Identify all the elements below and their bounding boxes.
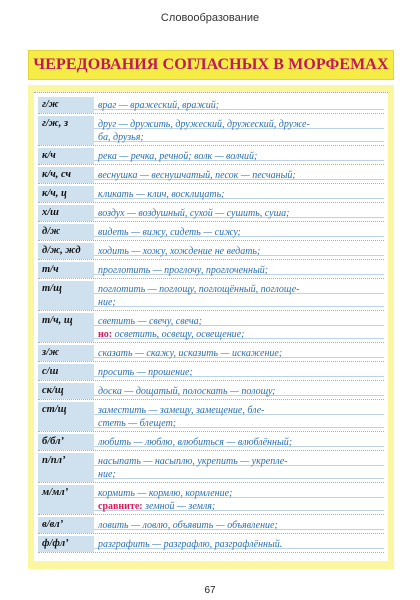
example-line: река — речка, речной; волк — волчий; — [98, 151, 258, 162]
alternation-table — [34, 92, 388, 561]
table-row — [38, 345, 384, 362]
alternation-examples — [94, 186, 384, 202]
example-line: друг — дружить, дружеский, дружеский, друже- — [98, 119, 310, 130]
alternation-table-card — [28, 85, 394, 569]
example-line: сказать — скажу, исказить — искажение; — [98, 348, 283, 359]
alternation-examples — [94, 485, 384, 514]
example-line: насыпать — насыплю, укрепить — укрепле- — [98, 456, 288, 467]
table-row — [38, 205, 384, 222]
running-head: Словообразование — [160, 12, 260, 24]
alternation-examples — [94, 434, 384, 450]
alternation-examples — [94, 262, 384, 278]
alternation-examples — [94, 345, 384, 361]
alternation-examples — [94, 97, 384, 113]
example-line-labeled — [98, 500, 382, 513]
alternation-key: т/ч — [38, 262, 94, 278]
example-line-labeled — [98, 328, 382, 341]
alternation-key: к/ч — [38, 148, 94, 164]
alternation-examples — [94, 313, 384, 342]
alternation-examples — [94, 281, 384, 310]
note-example: земной — земля; — [145, 501, 216, 512]
title-banner — [28, 50, 394, 80]
example-line: любить — люблю, влюбиться — влюблённый; — [98, 437, 293, 448]
alternation-key: п/пл’ — [38, 453, 94, 482]
alternation-examples — [94, 148, 384, 164]
note-example: осветить, освещу, освещение; — [114, 329, 245, 340]
page-number: 67 — [204, 585, 216, 596]
alternation-key: т/ч, щ — [38, 313, 94, 342]
alternation-examples — [94, 243, 384, 259]
alternation-examples — [94, 205, 384, 221]
table-row — [38, 97, 384, 114]
example-line: ловить — ловлю, объявить — объявление; — [98, 520, 278, 531]
alternation-examples — [94, 364, 384, 380]
alternation-key: м/мл’ — [38, 485, 94, 514]
example-line: просить — прошение; — [98, 367, 193, 378]
example-line: стеть — блещет; — [98, 418, 177, 429]
alternation-key: ф/фл’ — [38, 536, 94, 552]
example-line: кормить — кормлю, кормление; — [98, 488, 233, 499]
alternation-examples — [94, 383, 384, 399]
table-row — [38, 148, 384, 165]
table-row — [38, 383, 384, 400]
alternation-key: д/ж, жд — [38, 243, 94, 259]
alternation-key: т/щ — [38, 281, 94, 310]
alternation-key: г/ж, з — [38, 116, 94, 145]
alternation-key: б/бл’ — [38, 434, 94, 450]
alternation-examples — [94, 167, 384, 183]
alternation-examples — [94, 224, 384, 240]
alternation-key: г/ж — [38, 97, 94, 113]
example-line: ние; — [98, 469, 116, 480]
alternation-examples — [94, 517, 384, 533]
alternation-key: с/ш — [38, 364, 94, 380]
example-line: враг — вражеский, вражий; — [98, 100, 220, 111]
alternation-key: х/ш — [38, 205, 94, 221]
alternation-key: к/ч, ц — [38, 186, 94, 202]
example-line: веснушка — веснушчатый, песок — песчаный; — [98, 170, 296, 181]
example-line: кликать — клич, восклицать; — [98, 189, 225, 200]
example-line: светить — свечу, свеча; — [98, 316, 202, 327]
note-label: сравните: — [98, 501, 143, 512]
table-row — [38, 224, 384, 241]
example-line: ба, друзья; — [98, 132, 144, 143]
example-line: ходить — хожу, хождение не ведать; — [98, 246, 261, 257]
example-line: ние; — [98, 297, 116, 308]
table-row — [38, 281, 384, 311]
table-row — [38, 536, 384, 553]
table-row — [38, 402, 384, 432]
example-line: проглотить — проглочу, проглоченный; — [98, 265, 269, 276]
alternation-key: д/ж — [38, 224, 94, 240]
alternation-examples — [94, 116, 384, 145]
table-row — [38, 262, 384, 279]
alternation-key: к/ч, сч — [38, 167, 94, 183]
alternation-key: в/вл’ — [38, 517, 94, 533]
table-row — [38, 517, 384, 534]
alternation-key: ск/щ — [38, 383, 94, 399]
table-row — [38, 453, 384, 483]
table-row — [38, 313, 384, 343]
alternation-examples — [94, 402, 384, 431]
example-line: поглотить — поглощу, поглощённый, поглоще- — [98, 284, 300, 295]
note-label: но: — [98, 329, 113, 340]
alternation-examples — [94, 536, 384, 552]
alternation-key: з/ж — [38, 345, 94, 361]
example-line: видеть — вижу, сидеть — сижу; — [98, 227, 241, 238]
table-row — [38, 364, 384, 381]
table-row — [38, 485, 384, 515]
example-line: воздух — воздушный, сухой — сушить, суша; — [98, 208, 290, 219]
table-row — [38, 434, 384, 451]
alternation-examples — [94, 453, 384, 482]
example-line: разграфить — разграфлю, разграфлённый. — [98, 539, 283, 550]
table-row — [38, 186, 384, 203]
example-line: доска — дощатый, полоскать — полощу; — [98, 386, 276, 397]
table-row — [38, 243, 384, 260]
table-row — [38, 167, 384, 184]
example-line: заместить — замещу, замещение, бле- — [98, 405, 265, 416]
alternation-key: ст/щ — [38, 402, 94, 431]
table-row — [38, 116, 384, 146]
page-title: ЧЕРЕДОВАНИЯ СОГЛАСНЫХ В МОРФЕМАХ — [33, 56, 389, 73]
